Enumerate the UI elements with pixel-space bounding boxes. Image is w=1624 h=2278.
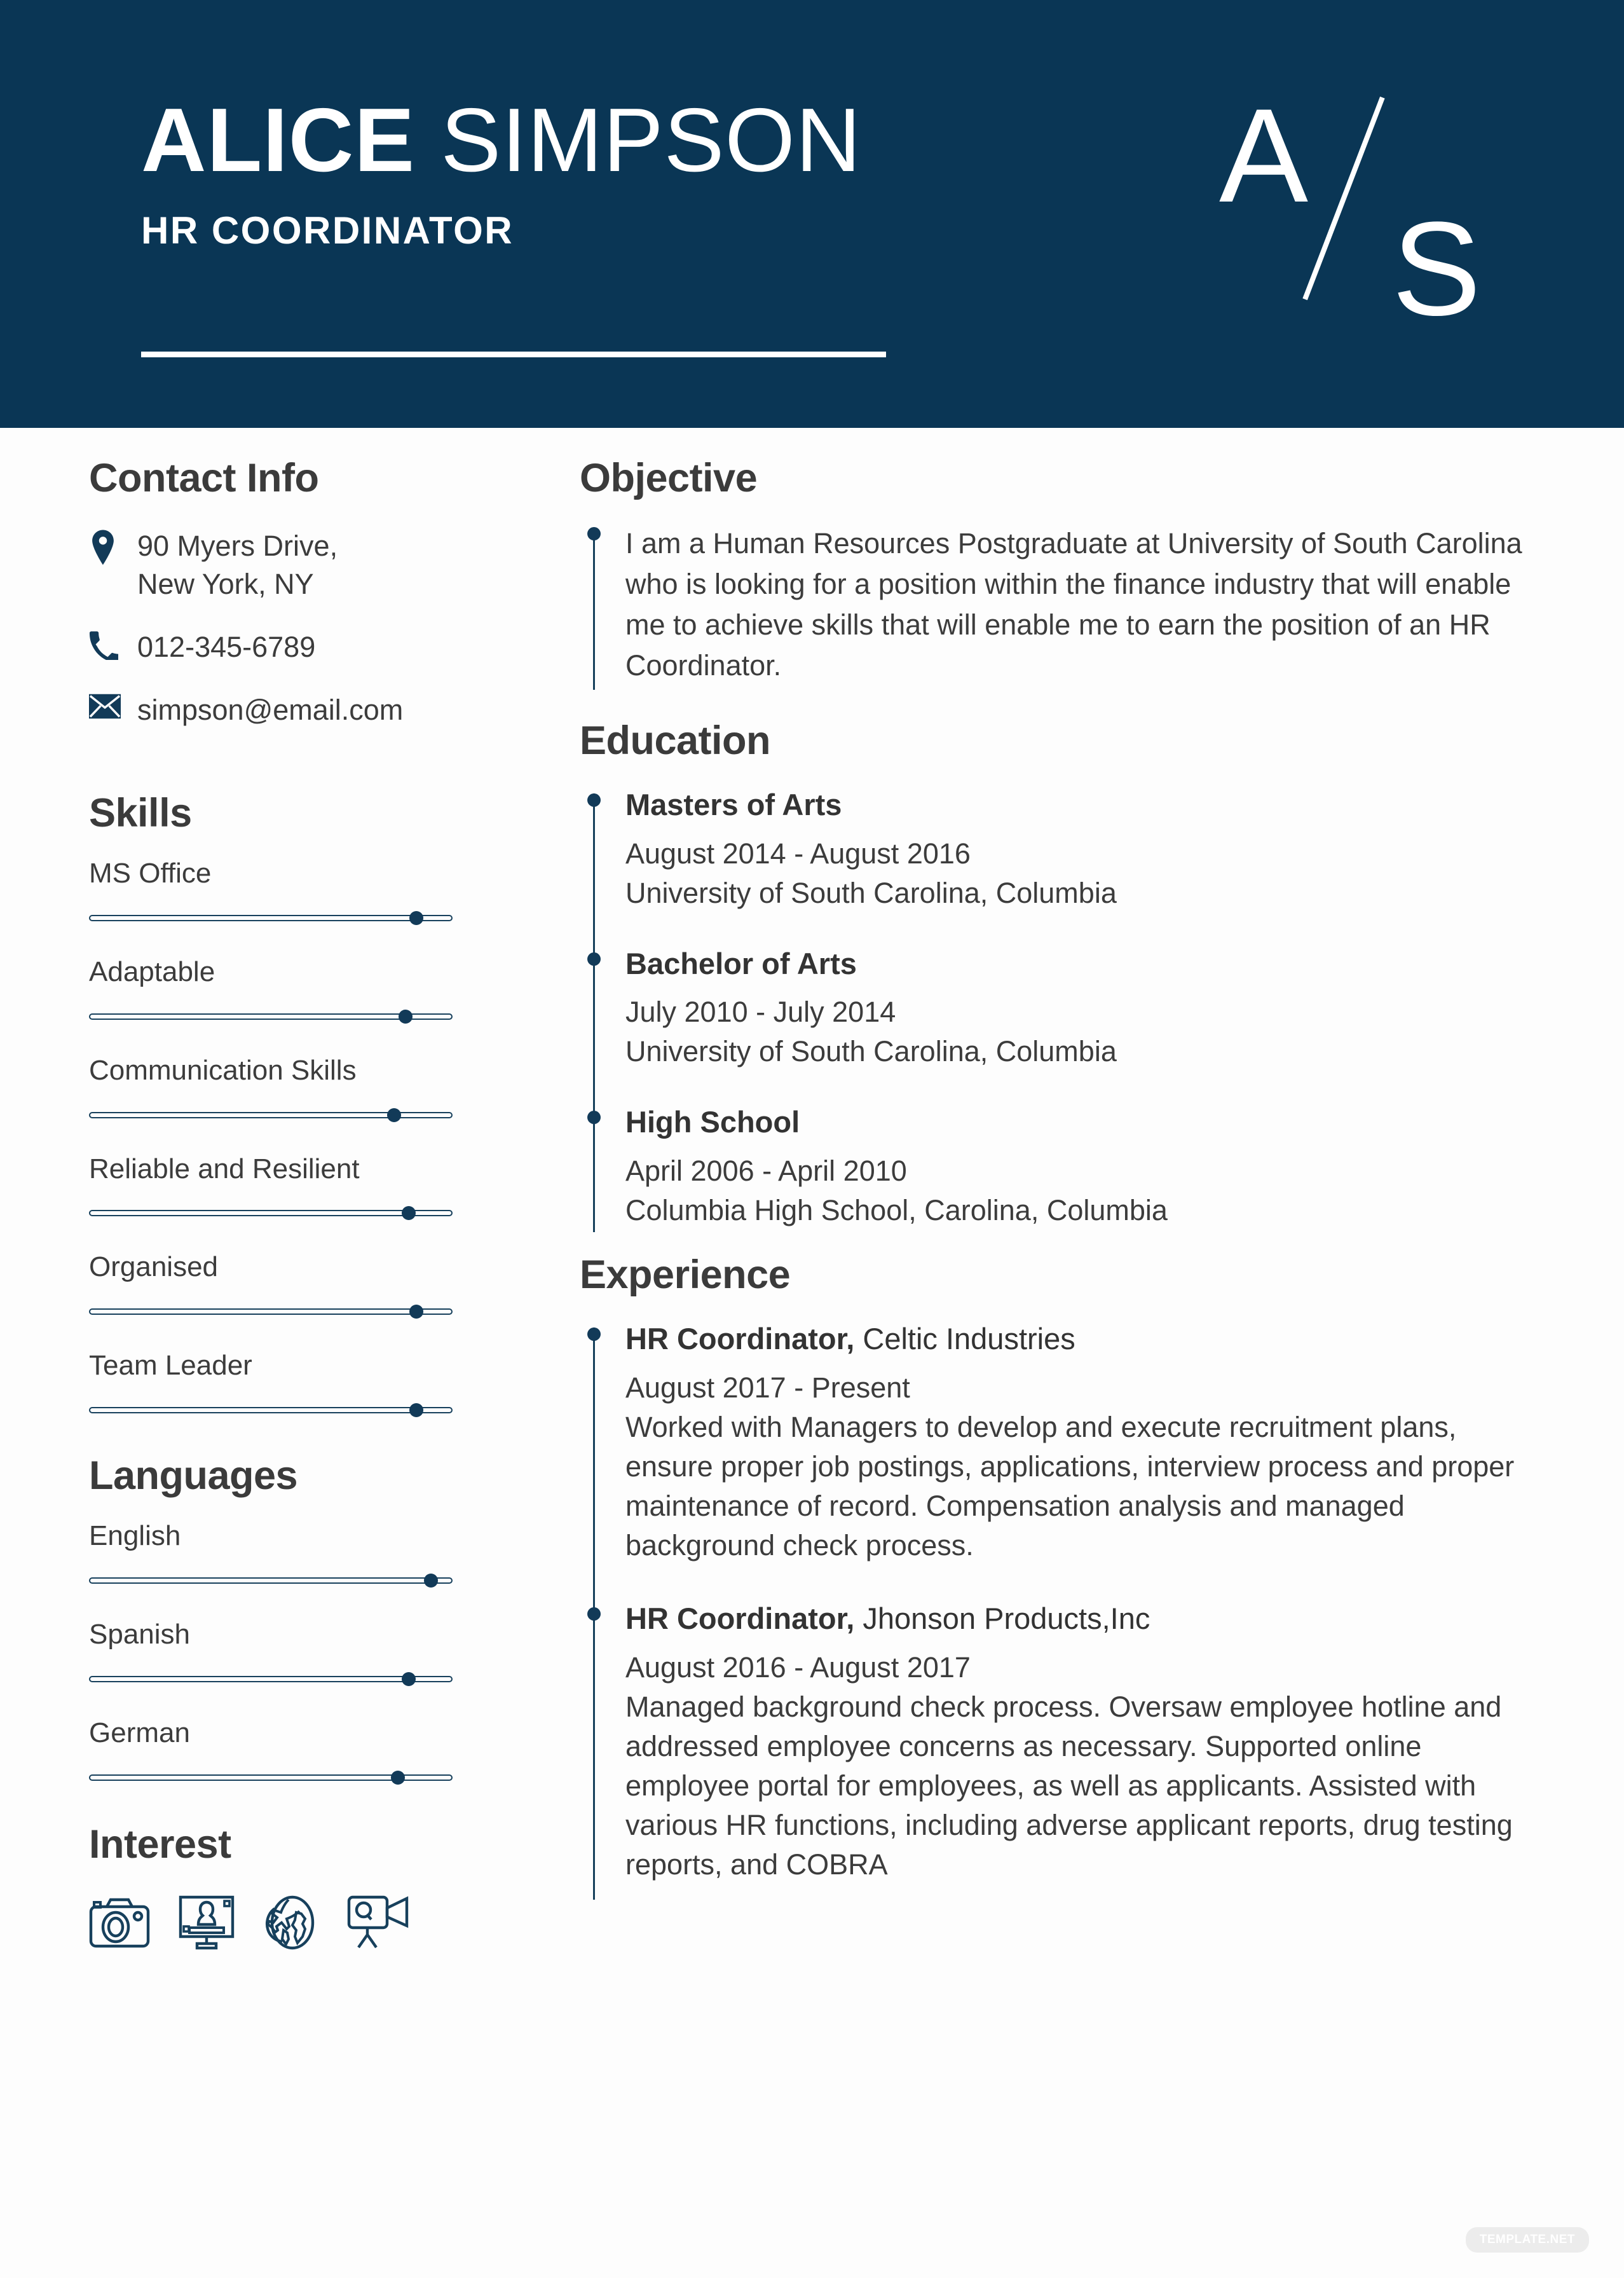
contact-item-email — [89, 691, 547, 729]
last-name: SIMPSON — [440, 90, 862, 191]
timeline-bullet — [587, 1111, 601, 1124]
education-details — [625, 834, 1546, 913]
skill-label: Communication Skills — [89, 1054, 357, 1086]
education-degree: Bachelor of Arts — [625, 946, 857, 980]
education-details — [625, 1151, 1546, 1230]
skill-item — [89, 857, 547, 925]
experience-description: Worked with Managers to develop and execute recruitment plans, ensure proper job postings, applications, interview process and proper maintenance of record. Compensation analysis and managed background check process. — [625, 1410, 1515, 1562]
video-camera-icon — [347, 1895, 411, 1950]
language-slider[interactable] — [89, 1574, 453, 1588]
experience-company: Jhonson Products,Inc — [854, 1602, 1150, 1636]
contact-list — [89, 527, 547, 729]
education-heading: Education — [580, 718, 771, 763]
globe-airplane-icon — [263, 1895, 319, 1951]
education-dates: April 2006 - April 2010 — [625, 1154, 907, 1187]
experience-job-title: HR Coordinator, — [625, 1322, 855, 1356]
education-block — [580, 785, 1546, 1230]
experience-block — [580, 1319, 1546, 1884]
main-column — [580, 456, 1546, 1884]
slider-handle[interactable] — [402, 1672, 416, 1686]
education-degree: Masters of Arts — [625, 788, 842, 822]
languages-heading: Languages — [89, 1453, 298, 1498]
contact-phone: 012-345-6789 — [137, 631, 316, 664]
language-label: Spanish — [89, 1619, 191, 1650]
slider-handle[interactable] — [409, 1403, 423, 1417]
experience-description: Managed background check process. Oversaw employee hotline and addressed employee concerns as necessary. Supported online employee portal for employees, as well as applicants. Assisted with various HR functions, including adverse applicant reports, drug testing reports, and COBRA — [625, 1690, 1513, 1881]
address-line-2: New York, NY — [137, 567, 314, 600]
timeline-line — [593, 532, 595, 690]
education-degree: High School — [625, 1105, 800, 1139]
monogram-initial-a: A — [1219, 81, 1309, 230]
contact-address — [137, 527, 338, 603]
interest-heading: Interest — [89, 1822, 231, 1867]
header-divider — [141, 352, 886, 357]
phone-icon — [89, 628, 137, 660]
slider-handle[interactable] — [402, 1206, 416, 1220]
language-label: German — [89, 1717, 190, 1748]
contact-email: simpson@email.com — [137, 694, 404, 727]
slider-track — [89, 1210, 453, 1216]
skill-label: MS Office — [89, 858, 212, 889]
name-block — [141, 90, 862, 252]
computer-portrait-icon — [178, 1895, 235, 1950]
objective-heading: Objective — [580, 456, 758, 500]
education-entry — [625, 943, 1546, 1072]
location-pin-icon — [89, 527, 137, 565]
languages-list — [89, 1520, 547, 1784]
skills-heading: Skills — [89, 790, 192, 835]
skills-list — [89, 857, 547, 1417]
skill-label: Organised — [89, 1251, 219, 1283]
skill-slider[interactable] — [89, 911, 453, 925]
education-institution: University of South Carolina, Columbia — [625, 876, 1117, 909]
slider-handle[interactable] — [424, 1574, 438, 1588]
slider-handle[interactable] — [391, 1771, 405, 1785]
language-item — [89, 1717, 547, 1785]
skill-item — [89, 1054, 547, 1122]
experience-position — [625, 1598, 1546, 1638]
monogram-slash-icon — [1302, 97, 1384, 300]
skill-item — [89, 1251, 547, 1319]
interest-icon-list — [89, 1895, 547, 1951]
slider-handle[interactable] — [399, 1010, 413, 1024]
timeline-bullet — [587, 952, 601, 966]
timeline-bullet — [587, 527, 601, 540]
experience-job-title: HR Coordinator, — [625, 1602, 855, 1636]
timeline-line — [593, 793, 595, 1232]
skill-slider[interactable] — [89, 1403, 453, 1417]
language-item — [89, 1520, 547, 1588]
skill-item — [89, 1349, 547, 1417]
contact-item-address — [89, 527, 547, 603]
envelope-icon — [89, 691, 137, 719]
template-watermark: TEMPLATE.NET — [1466, 2227, 1589, 2253]
slider-handle[interactable] — [387, 1108, 401, 1122]
monogram-logo — [1208, 81, 1482, 343]
experience-entry — [625, 1598, 1546, 1884]
resume-header — [0, 0, 1624, 428]
experience-heading: Experience — [580, 1252, 791, 1298]
skill-slider[interactable] — [89, 1305, 453, 1319]
first-name: ALICE — [141, 90, 415, 191]
timeline-bullet — [587, 1607, 601, 1621]
objective-block — [580, 523, 1546, 686]
skill-slider[interactable] — [89, 1010, 453, 1024]
skill-label: Team Leader — [89, 1350, 252, 1382]
slider-track — [89, 1407, 453, 1413]
contact-item-phone — [89, 628, 547, 666]
experience-company: Celtic Industries — [854, 1322, 1075, 1356]
slider-handle[interactable] — [409, 911, 423, 925]
slider-track — [89, 915, 453, 921]
experience-position — [625, 1319, 1546, 1359]
education-dates: August 2014 - August 2016 — [625, 837, 971, 870]
experience-dates: August 2016 - August 2017 — [625, 1650, 971, 1684]
education-institution: Columbia High School, Carolina, Columbia — [625, 1193, 1168, 1226]
timeline-bullet — [587, 793, 601, 807]
slider-handle[interactable] — [409, 1305, 423, 1319]
language-slider[interactable] — [89, 1771, 453, 1785]
objective-text: I am a Human Resources Postgraduate at University of South Carolina who is looking for a position within the finance industry that will enable me to achieve skills that will enable me to earn the position of an HR Coordinator. — [625, 527, 1522, 682]
job-title: HR COORDINATOR — [141, 209, 514, 252]
education-entry — [625, 785, 1546, 913]
experience-dates: August 2017 - Present — [625, 1371, 910, 1404]
slider-track — [89, 1676, 453, 1682]
skill-slider[interactable] — [89, 1108, 453, 1122]
education-details — [625, 992, 1546, 1071]
resume-body — [0, 428, 1624, 2278]
skill-slider[interactable] — [89, 1206, 453, 1220]
slider-track — [89, 1308, 453, 1315]
skill-item — [89, 1153, 547, 1221]
skill-item — [89, 956, 547, 1024]
skill-label: Adaptable — [89, 956, 215, 987]
timeline-bullet — [587, 1328, 601, 1341]
language-label: English — [89, 1520, 181, 1552]
education-entry — [625, 1102, 1546, 1230]
address-line-1: 90 Myers Drive, — [137, 530, 338, 563]
education-dates: July 2010 - July 2014 — [625, 996, 896, 1029]
contact-heading: Contact Info — [89, 456, 319, 500]
monogram-initial-s: S — [1392, 194, 1482, 343]
skill-label: Reliable and Resilient — [89, 1153, 360, 1184]
sidebar-column — [89, 456, 547, 1951]
page-title — [141, 90, 862, 191]
slider-track — [89, 1577, 453, 1584]
camera-icon — [89, 1897, 150, 1949]
language-item — [89, 1618, 547, 1686]
education-institution: University of South Carolina, Columbia — [625, 1035, 1117, 1068]
experience-entry — [625, 1319, 1546, 1565]
language-slider[interactable] — [89, 1672, 453, 1686]
